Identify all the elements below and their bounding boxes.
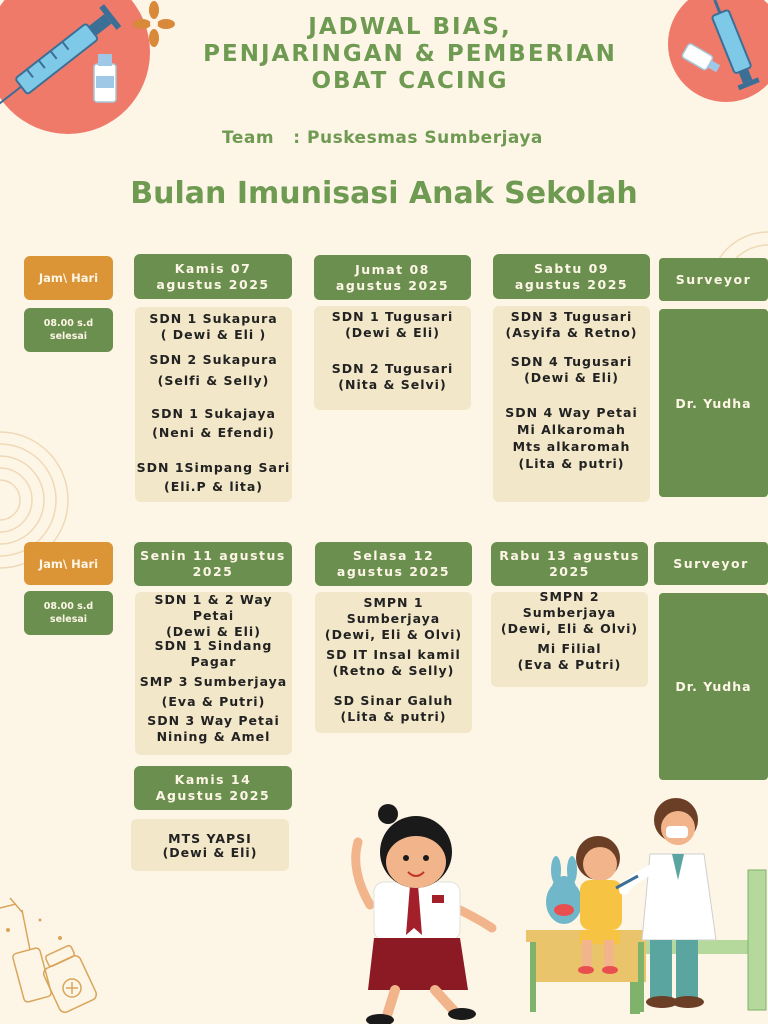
schedule-entry (135, 311, 292, 343)
day-body-kamis-14 (131, 819, 289, 871)
entry-line: SDN 3 Way Petai (147, 713, 280, 728)
header-line: Selasa 12 (352, 548, 435, 563)
entry-line: (Eva & Putri) (517, 657, 622, 672)
header-line: 2025 (192, 564, 234, 579)
header-line: 2025 (549, 564, 590, 579)
header-line: agustus 2025 (514, 276, 629, 292)
entry-line: SDN 2 Tugusari (331, 361, 454, 376)
schedule-entry (135, 352, 292, 389)
entry-line: (Dewi & Eli) (524, 370, 619, 385)
day-body-sabtu-09 (493, 306, 650, 502)
entry-line: SDN 1 Sukajaya (151, 406, 276, 421)
entry-line: SDN 1Simpang Sari (136, 460, 291, 475)
jam-hari-label: Jam\ Hari (24, 542, 113, 585)
schedule-entry (493, 405, 650, 472)
entry-line: Nining & Amel (156, 729, 271, 744)
entry-line: SD IT Insal kamil (326, 647, 461, 662)
title-line: PENJARINGAN & PEMBERIAN (203, 41, 617, 67)
entry-line: (Dewi & Eli) (345, 325, 440, 340)
schedule-entry (491, 641, 648, 673)
entry-line: (Dewi & Eli) (166, 624, 261, 639)
day-header-sabtu-09 (493, 254, 650, 299)
entry-line: (Dewi, Eli & Olvi) (324, 627, 463, 642)
entry-line: SDN 1 Sukapura (149, 311, 278, 326)
schedule-entry (135, 713, 292, 745)
entry-line: (Selfi & Selly) (157, 373, 270, 388)
schedule-entry (493, 354, 650, 386)
entry-line: (Eli.P & lita) (163, 479, 264, 494)
schedule-entry (315, 647, 472, 679)
entry-line: ( Dewi & Eli ) (160, 327, 267, 342)
entry-line: (Asyifa & Retno) (505, 325, 638, 340)
schedule-entry (314, 309, 471, 341)
entry-line: SD Sinar Galuh (333, 693, 454, 708)
page-subtitle: Bulan Imunisasi Anak Sekolah (130, 176, 638, 211)
vaccine-illustration-right (664, 0, 768, 110)
schedule-entry (314, 361, 471, 393)
time-line: selesai (49, 614, 88, 625)
surveyor-name: Dr. Yudha (659, 593, 768, 780)
schedule-entry (131, 832, 289, 860)
jam-hari-label: Jam\ Hari (24, 256, 113, 300)
entry-line: SDN 2 Sukapura (149, 352, 278, 367)
team-line (222, 128, 543, 148)
surveyor-header: Surveyor (659, 258, 768, 301)
header-line: Kamis 14 (174, 772, 252, 787)
entry-line: SDN 4 Tugusari (510, 354, 633, 369)
entry-line: SDN 1 & 2 Way Petai (154, 592, 273, 623)
doctor-vaccination-illustration (520, 790, 768, 1024)
entry-line: Mts alkaromah (512, 439, 631, 454)
day-header-kamis-07 (134, 254, 292, 299)
header-line: agustus 2025 (335, 277, 450, 293)
day-body-jumat-08 (314, 306, 471, 410)
entry-line: SMP 3 Sumberjaya (139, 674, 288, 689)
header-line: agustus 2025 (336, 564, 451, 579)
team-label: Team : (222, 128, 301, 148)
day-body-senin-11 (135, 592, 292, 755)
header-line: Kamis 07 (174, 260, 252, 276)
entry-line: SDN 1 Sindang Pagar (154, 638, 273, 669)
day-body-selasa-12 (315, 592, 472, 733)
day-body-rabu-13 (491, 589, 648, 687)
entry-line: SDN 4 Way Petai (505, 405, 638, 420)
title-line: JADWAL BIAS, (308, 14, 512, 40)
entry-line: (Dewi, Eli & Olvi) (500, 621, 639, 636)
entry-line: SMPN 1 Sumberjaya (346, 595, 441, 626)
entry-line: (Neni & Efendi) (152, 425, 275, 440)
schedule-entry (135, 406, 292, 441)
entry-line: Mi Alkaromah (517, 422, 626, 437)
schedule-entry (135, 592, 292, 640)
entry-line: MTS YAPSI (168, 831, 252, 846)
day-header-kamis-14 (134, 766, 292, 810)
time-badge (24, 591, 113, 635)
schedule-entry (493, 309, 650, 341)
header-line: Rabu 13 agustus (499, 548, 640, 563)
header-line: Jumat 08 (355, 261, 430, 277)
entry-line: (Eva & Putri) (161, 694, 266, 709)
schedule-entry (491, 589, 648, 637)
entry-line: Mi Filial (537, 641, 602, 656)
day-body-kamis-07 (135, 307, 292, 502)
time-badge (24, 308, 113, 352)
schedule-entry (135, 638, 292, 710)
page-title (150, 14, 670, 95)
entry-line: (Nita & Selvi) (338, 377, 447, 392)
surveyor-header: Surveyor (654, 542, 768, 585)
entry-line: (Lita & putri) (340, 709, 447, 724)
time-line: selesai (49, 331, 88, 342)
title-line: OBAT CACING (311, 68, 509, 94)
header-line: Senin 11 agustus (140, 548, 286, 563)
header-line: agustus 2025 (156, 276, 270, 292)
surveyor-name: Dr. Yudha (659, 309, 768, 497)
entry-line: SMPN 2 Sumberjaya (522, 589, 617, 620)
day-header-jumat-08 (314, 255, 471, 300)
entry-line: (Lita & putri) (518, 456, 625, 471)
team-value: Puskesmas Sumberjaya (307, 128, 543, 148)
header-line: Sabtu 09 (533, 260, 609, 276)
schedule-entry (315, 595, 472, 643)
schedule-entry (135, 460, 292, 495)
day-header-rabu-13 (491, 542, 648, 586)
time-line: 08.00 s.d (43, 601, 94, 612)
entry-line: SDN 1 Tugusari (331, 309, 454, 324)
schoolgirl-illustration (340, 800, 510, 1024)
entry-line: (Dewi & Eli) (162, 845, 258, 860)
time-line: 08.00 s.d (43, 318, 94, 329)
day-header-selasa-12 (315, 542, 472, 586)
medicine-lineart (0, 890, 110, 1024)
entry-line: SDN 3 Tugusari (510, 309, 633, 324)
day-header-senin-11 (134, 542, 292, 586)
schedule-entry (315, 693, 472, 725)
entry-line: (Retno & Selly) (332, 663, 455, 678)
header-line: Agustus 2025 (155, 788, 271, 803)
